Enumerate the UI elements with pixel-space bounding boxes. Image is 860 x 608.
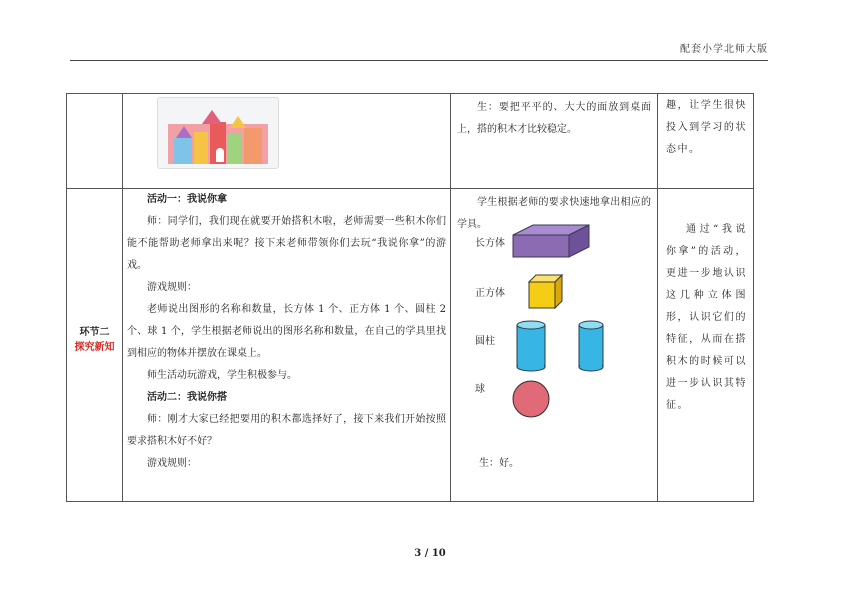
stage-subtitle: 探究新知 [74, 342, 115, 353]
page-number: 3 / 10 [414, 548, 446, 559]
cylinder-icon [515, 319, 547, 373]
cube-icon [527, 273, 565, 311]
activity-cell [123, 94, 451, 189]
sphere-icon [511, 379, 551, 419]
header-divider [70, 60, 768, 61]
paragraph: 师：同学们，我们现在就要开始搭积木啦，老师需要一些积木你们能不能帮助老师拿出来呢？接下来老师带领你们去玩“我说你拿”的游戏。 [127, 216, 446, 271]
label-sphere: 球 [475, 384, 485, 395]
stage-name: 环节二 [79, 327, 110, 338]
student-activity: 学生根据老师的要求快速地拿出相应的学具。 [457, 197, 651, 230]
student-cell [451, 94, 658, 189]
student-answer: 生：要把平平的、大大的面放到桌面上，搭的积木才比较稳定。 [457, 102, 651, 135]
student-reply: 生：好。 [479, 458, 519, 469]
label-cuboid: 长方体 [475, 238, 505, 249]
activity-title: 活动二：我说你搭 [147, 392, 227, 403]
activity-title: 活动一：我说你拿 [147, 194, 227, 205]
cuboid-icon [511, 223, 591, 259]
paragraph: 师：刚才大家已经把要用的积木都选择好了，接下来我们开始按照要求搭积木好不好？ [127, 414, 446, 447]
paragraph: 师生活动玩游戏，学生积极参与。 [147, 370, 297, 381]
design-intent-text: 通过“我说你拿”的活动，更进一步地认识这几种立体图形，认识它们的特征，从而在搭积木的时候可以进一步认识其特征。 [666, 224, 747, 411]
stage-cell-empty [67, 94, 123, 189]
paragraph: 游戏规则： [147, 458, 197, 469]
student-cell [451, 189, 658, 502]
stage-cell [67, 189, 123, 502]
intent-cell [658, 189, 754, 502]
table-row [67, 189, 754, 502]
lesson-table [66, 93, 754, 502]
design-intent-text: 趣，让学生很快投入到学习的状态中。 [666, 100, 747, 155]
building-blocks-photo [157, 97, 279, 169]
label-cylinder: 圆柱 [475, 336, 495, 347]
activity-cell [123, 189, 451, 502]
paragraph: 老师说出图形的名称和数量，长方体 1 个、正方体 1 个、圆柱 2 个、球 1 个，学生根据老师说出的图形名称和数量，在自己的学具里找到相应的物体并摆放在课桌上。 [127, 304, 446, 359]
intent-cell [658, 94, 754, 189]
table-row [67, 94, 754, 189]
paragraph: 游戏规则： [147, 282, 197, 293]
header-title: 配套小学北师大版 [680, 44, 768, 55]
cylinder-icon [577, 319, 605, 373]
label-cube: 正方体 [475, 288, 505, 299]
